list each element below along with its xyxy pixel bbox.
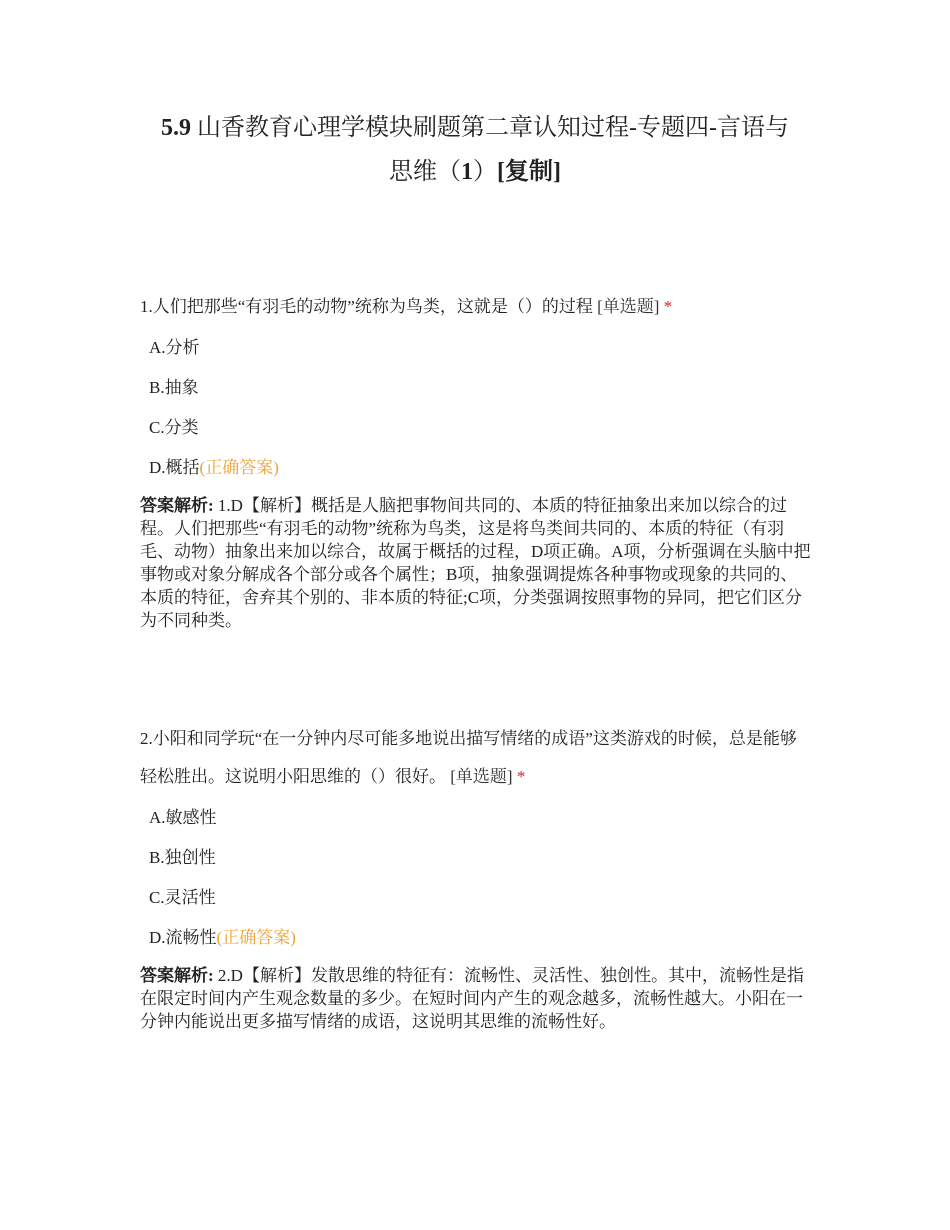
correct-answer-mark: (正确答案) [199,458,279,477]
title-text-line2: 思维（ [389,159,461,185]
answer-analysis [140,964,812,1033]
option-b [140,838,812,878]
question-stem-text: 2.小阳和同学玩“在一分钟内尽可能多地说出描写情绪的成语”这类游戏的时候，总是能够轻松胜出。这说明小阳思维的（）很好。 [140,729,797,786]
question-1 [140,288,812,632]
question-stem [140,288,812,326]
analysis-text: 1.D【解析】概括是人脑把事物间共同的、本质的特征抽象出来加以综合的过程。人们把那些“有羽毛的动物”统称为鸟类，这是将鸟类间共同的、本质的特征（有羽毛、动物）抽象出来加以综合，故属于概括的过程，D项正确。A项，分析强调在头脑中把事物或对象分解成各个部分或各个属性；B项，抽象强调提炼各种事物或现象的共同的、本质的特征，舍弃其个别的、非本质的特征;C项，分类强调按照事物的异同，把它们区分为不同种类。 [140,496,811,630]
option-a [140,328,812,368]
question-stem [140,720,812,796]
option-a [140,798,812,838]
option-list [140,798,812,958]
analysis-label: 答案解析: [140,966,214,985]
option-label: D.概括 [149,458,200,477]
option-c [140,408,812,448]
option-label: C.灵活性 [149,888,216,907]
option-label: B.抽象 [149,378,199,397]
question-stem-text: 1.人们把那些“有羽毛的动物”统称为鸟类，这就是（）的过程 [140,297,593,316]
title-number: 5.9 [161,115,191,141]
required-mark: * [663,297,673,316]
question-type: [单选题] [450,767,513,786]
option-c [140,878,812,918]
analysis-label: 答案解析: [140,496,214,515]
page-title [140,106,810,194]
option-d [140,918,812,958]
title-copy-tag: [复制] [497,159,561,185]
correct-answer-mark: (正确答案) [216,928,296,947]
option-label: A.分析 [149,338,200,357]
option-list [140,328,812,488]
title-text-line2-end: ） [473,159,497,185]
required-mark: * [516,767,526,786]
option-d [140,448,812,488]
question-type: [单选题] [597,297,660,316]
option-label: B.独创性 [149,848,216,867]
question-2 [140,720,812,1033]
title-number-2: 1 [461,159,473,185]
option-label: A.敏感性 [149,808,217,827]
analysis-text: 2.D【解析】发散思维的特征有：流畅性、灵活性、独创性。其中，流畅性是指在限定时间内产生观念数量的多少。在短时间内产生的观念越多，流畅性越大。小阳在一分钟内能说出更多描写情绪的成语，这说明其思维的流畅性好。 [140,966,804,1031]
option-label: D.流畅性 [149,928,217,947]
option-b [140,368,812,408]
answer-analysis [140,494,812,632]
title-text-line1: 山香教育心理学模块刷题第二章认知过程-专题四-言语与 [197,115,789,141]
option-label: C.分类 [149,418,199,437]
